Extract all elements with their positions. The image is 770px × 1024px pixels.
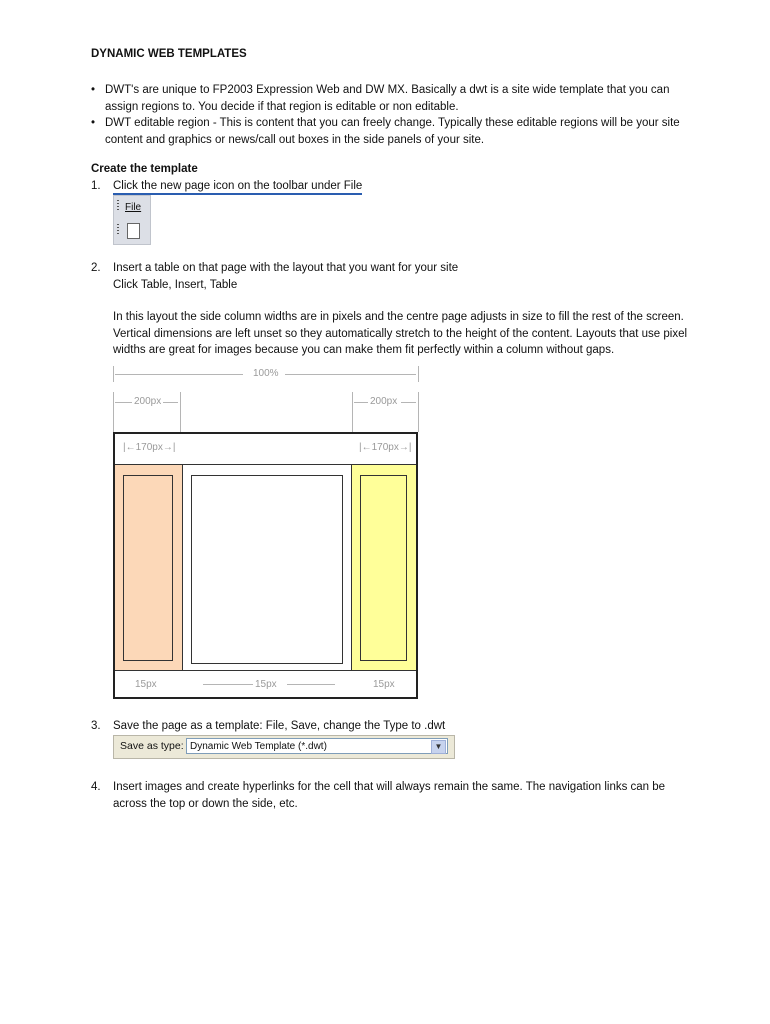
dim-pad-left: 15px: [135, 679, 157, 690]
save-as-type-bar: [113, 735, 455, 759]
bullet-list: [91, 82, 691, 148]
step-1: 1. Click the new page icon on the toolbar under File: [91, 178, 691, 195]
list-item: • DWT editable region - This is content that you can freely change. Typically these editable regions will be your site content and graphics or news/call out boxes in the side panels of your site.: [91, 117, 680, 146]
left-column: [115, 464, 183, 671]
dim-pad-right: 15px: [373, 679, 395, 690]
section-heading: Create the template: [91, 163, 198, 175]
save-as-type-label: Save as type:: [120, 740, 184, 752]
file-toolbar: [113, 195, 151, 245]
dim-left-col: 200px: [134, 396, 162, 407]
list-item: • DWT's are unique to FP2003 Expression Web and DW MX. Basically a dwt is a site wide template that you can assign regions to. You decide if that region is editable or non editable.: [91, 84, 670, 113]
dim-right-inner: |←170px→|: [359, 442, 412, 453]
step-2: 2. Insert a table on that page with the layout that you want for your site Click Table, Insert, Table In this layout the side column widths are in pixels and the centre page adjusts in size to fill the rest of the screen. Vertical dimensions are left unset so they automatically stretch to the height of the content. Layouts that use pixel widths are great for images because you can make them fit perfectly within a column without gaps.: [91, 262, 688, 356]
dim-total: 100%: [253, 368, 279, 379]
step-4: 4. Insert images and create hyperlinks for the cell that will always remain the same. The navigation links can be across the top or down the side, etc.: [91, 781, 666, 810]
grip-icon: [117, 200, 119, 210]
layout-diagram: [113, 366, 423, 706]
page-title: DYNAMIC WEB TEMPLATES: [91, 48, 247, 60]
step-1-text: Click the new page icon on the toolbar under File: [113, 180, 362, 195]
step-3: 3. Save the page as a template: File, Save, change the Type to .dwt: [91, 720, 446, 732]
file-menu-label: File: [125, 202, 142, 213]
dim-right-col: 200px: [370, 396, 398, 407]
chevron-down-icon[interactable]: ▼: [431, 740, 446, 754]
grip-icon: [117, 224, 119, 234]
right-column: [351, 464, 416, 671]
dim-pad-mid: 15px: [255, 679, 277, 690]
save-as-type-select[interactable]: Dynamic Web Template (*.dwt) ▼: [186, 738, 448, 754]
dim-left-inner: |←170px→|: [123, 442, 176, 453]
new-page-icon: [127, 223, 140, 239]
table-outline: [113, 432, 418, 699]
center-column: [183, 464, 351, 671]
